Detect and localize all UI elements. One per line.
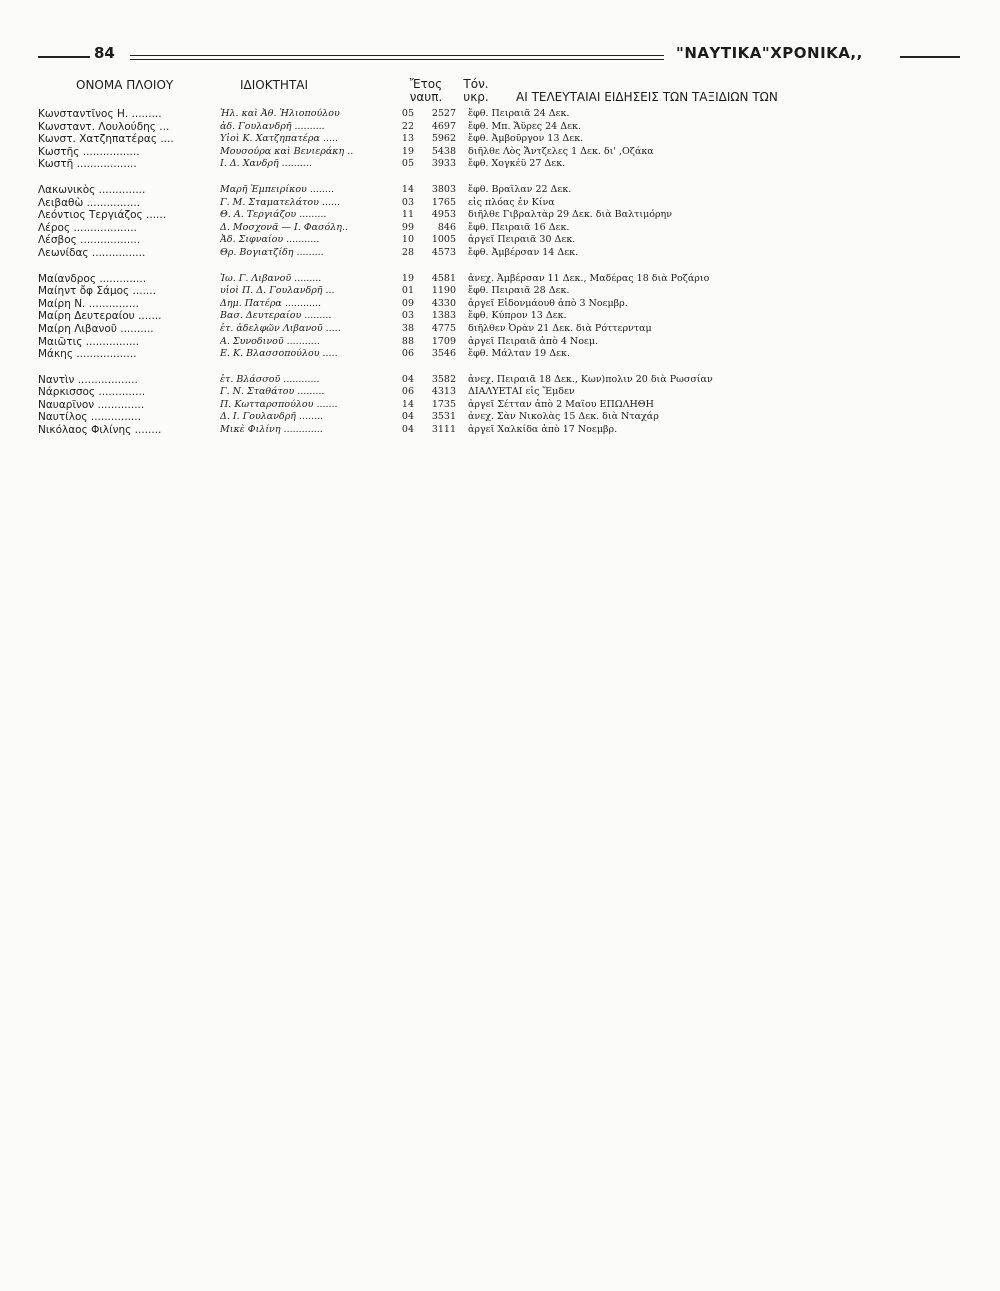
- tons-cell: 4697: [431, 120, 456, 132]
- year-cell: 38: [401, 322, 414, 334]
- ship-name-cell: Μαίρη Ν. ...............: [38, 297, 139, 310]
- header-rule-right: [900, 56, 960, 58]
- owner-cell: Μικὲ Φιλίνη .............: [220, 424, 323, 436]
- table-row: [38, 158, 960, 171]
- year-cell: 03: [401, 196, 414, 208]
- year-cell: 13: [401, 133, 414, 145]
- year-cell: 09: [401, 297, 414, 309]
- ship-name-cell: Ναυαρῖνον ..............: [38, 398, 145, 411]
- table-row: [38, 310, 960, 323]
- ship-name-cell: Μαιῶτις ................: [38, 335, 140, 348]
- year-cell: 04: [401, 373, 414, 385]
- table-row: [38, 348, 960, 361]
- table-row: [38, 121, 960, 134]
- tons-cell: 846: [437, 221, 456, 233]
- owner-cell: Θ. Α. Τεργιάζου .........: [220, 209, 327, 221]
- table-row: [38, 399, 960, 412]
- owner-cell: Ἠλ. καὶ Ἀθ. Ἠλιοπούλου: [220, 108, 340, 119]
- tons-cell: 4581: [431, 272, 456, 284]
- tons-cell: 3582: [431, 373, 456, 385]
- year-cell: 14: [401, 183, 414, 195]
- ship-name-cell: Λειβαθὼ ................: [38, 196, 140, 209]
- owner-cell: Μουσούρα καὶ Βενιεράκη ..: [220, 145, 354, 157]
- ship-name-cell: Λακωνικὸς ..............: [38, 183, 146, 196]
- news-cell: ἀργεῖ Εἰδονμάουθ ἀπὸ 3 Νοεμβρ.: [468, 297, 628, 309]
- owner-cell: Γ. Ν. Σταθάτου .........: [220, 386, 325, 398]
- table-row: [38, 336, 960, 349]
- tons-cell: 5438: [431, 145, 456, 157]
- year-cell: 10: [401, 234, 414, 246]
- table-row: [38, 108, 960, 121]
- news-cell: ἔφθ. Ἀμβοῦργον 13 Δεκ.: [468, 133, 584, 145]
- tons-cell: 3933: [431, 158, 456, 170]
- tons-cell: 3546: [431, 348, 456, 360]
- page-header: [38, 42, 960, 72]
- ship-name-cell: Λέρος ...................: [38, 221, 137, 234]
- year-cell: 11: [401, 209, 414, 221]
- tons-cell: 4313: [431, 386, 456, 398]
- tons-cell: 3111: [431, 424, 456, 436]
- ship-name-cell: Νικόλαος Φιλίνης ........: [38, 424, 162, 437]
- year-cell: 88: [401, 335, 414, 347]
- column-header-news: ΑΙ ΤΕΛΕΥΤΑΙΑΙ ΕΙΔΗΣΕΙΣ ΤΩΝ ΤΑΞΙΔΙΩΝ ΤΩΝ: [516, 90, 778, 104]
- ship-name-cell: Μαίανδρος ..............: [38, 272, 147, 285]
- ship-name-cell: Μάκης ..................: [38, 348, 137, 361]
- page-number: 84: [94, 44, 115, 62]
- news-cell: ἔφθ. Μάλταν 19 Δεκ.: [468, 348, 570, 360]
- ship-name-cell: Ναντὶν ..................: [38, 373, 138, 386]
- magazine-title: "ΝΑΥΤΙΚΑ"ΧΡΟΝΙΚΑ,,: [676, 44, 863, 62]
- news-cell: ἔφθ. Πειραιᾶ 28 Δεκ.: [468, 285, 570, 297]
- owner-cell: Γ. Μ. Σταματελάτου ......: [220, 196, 341, 208]
- table-row: [38, 323, 960, 336]
- year-cell: 04: [401, 411, 414, 423]
- tons-cell: 1190: [431, 285, 456, 297]
- ship-section: [38, 184, 960, 260]
- owner-cell: ἀδ. Γουλανδρῆ ..........: [220, 120, 325, 132]
- ship-name-cell: Λεόντιος Τεργιάζος ......: [38, 209, 167, 222]
- year-cell: 19: [401, 272, 414, 284]
- ship-section: [38, 374, 960, 437]
- owner-cell: Δ. Μοσχονᾶ — Ι. Φασόλη..: [220, 221, 348, 233]
- ship-name-cell: Κωνσταντ. Λουλούδης ...: [38, 120, 170, 133]
- column-header-tons: Τόν. υκρ.: [463, 77, 489, 104]
- news-cell: ἔφθ. Ἀμβέρσαν 14 Δεκ.: [468, 246, 579, 258]
- news-cell: ἀργεῖ Χαλκίδα ἀπὸ 17 Νοεμβρ.: [468, 424, 618, 436]
- table-row: [38, 386, 960, 399]
- tons-cell: 4330: [431, 297, 456, 309]
- year-cell: 28: [401, 246, 414, 258]
- table-row: [38, 184, 960, 197]
- ship-name-cell: Κωνσταντῖνος Η. .........: [38, 108, 162, 120]
- ship-name-cell: Μαίηντ ὄφ Σάμος .......: [38, 285, 156, 298]
- news-cell: ἔφθ. Κύπρον 13 Δεκ.: [468, 310, 567, 322]
- owner-cell: υἱοὶ Π. Δ. Γουλανδρῆ ...: [220, 285, 335, 297]
- table-row: [38, 234, 960, 247]
- year-cell: 99: [401, 221, 414, 233]
- table-row: [38, 209, 960, 222]
- tons-cell: 4953: [431, 209, 456, 221]
- ship-name-cell: Μαίρη Λιβανοῦ ..........: [38, 322, 154, 335]
- ship-table: [38, 108, 960, 450]
- table-row: [38, 273, 960, 286]
- ship-name-cell: Λεωνίδας ................: [38, 246, 146, 259]
- owner-cell: Ε. Κ. Βλασσοπούλου .....: [220, 348, 338, 360]
- tons-cell: 5962: [431, 133, 456, 145]
- tons-cell: 1383: [431, 310, 456, 322]
- ship-name-cell: Κωστῆς .................: [38, 145, 140, 158]
- news-cell: ἀνεχ. Πειραιᾶ 18 Δεκ., Κων)πολιν 20 διὰ Ρωσσίαν: [468, 373, 713, 385]
- header-rule-middle: [130, 55, 664, 60]
- tons-cell: 4775: [431, 322, 456, 334]
- news-cell: ἀργεῖ Πειραιᾶ 30 Δεκ.: [468, 234, 576, 246]
- ship-name-cell: Λέσβος ..................: [38, 234, 141, 247]
- owner-cell: Α. Συνοδινοῦ ...........: [220, 335, 320, 347]
- news-cell: διῆλθε Γιβραλτὰρ 29 Δεκ. διὰ Βαλτιμόρην: [468, 209, 673, 221]
- owner-cell: ἑτ. Βλάσσοῦ ............: [220, 373, 320, 385]
- ship-name-cell: Κωστῆ ..................: [38, 158, 137, 171]
- tons-cell: 4573: [431, 246, 456, 258]
- tons-cell: 3803: [431, 183, 456, 195]
- table-row: [38, 197, 960, 210]
- ship-name-cell: Ναυτίλος ...............: [38, 411, 141, 424]
- news-cell: ἔφθ. Πειραιᾶ 16 Δεκ.: [468, 221, 570, 233]
- table-row: [38, 411, 960, 424]
- table-row: [38, 247, 960, 260]
- news-cell: ΔΙΑΛΥΕΤΑΙ εἰς Ἔμδεν: [468, 386, 575, 398]
- column-header-ship-name: ΟΝΟΜΑ ΠΛΟΙΟΥ: [76, 78, 174, 92]
- table-row: [38, 133, 960, 146]
- column-header-year: Ἔτος ναυπ.: [409, 77, 443, 104]
- news-cell: εἰς πλόας ἐν Κίνα: [468, 196, 555, 208]
- year-cell: 06: [401, 386, 414, 398]
- news-cell: ἔφθ. Βραΐλαν 22 Δεκ.: [468, 183, 572, 195]
- year-cell: 01: [401, 285, 414, 297]
- tons-cell: 2527: [431, 108, 456, 119]
- owner-cell: Δημ. Πατέρα ............: [220, 297, 322, 309]
- column-headers: [38, 78, 960, 108]
- year-cell: 03: [401, 310, 414, 322]
- table-row: [38, 424, 960, 437]
- column-header-owner: ΙΔΙΟΚΤΗΤΑΙ: [240, 78, 309, 92]
- table-row: [38, 146, 960, 159]
- ship-name-cell: Μαίρη Δευτεραίου .......: [38, 310, 162, 323]
- year-cell: 06: [401, 348, 414, 360]
- owner-cell: Βασ. Δευτεραίου .........: [220, 310, 332, 322]
- owner-cell: ἑτ. ἀδελφῶν Λιβανοῦ .....: [220, 322, 341, 334]
- news-cell: ἀνεχ. Ἀμβέρσαν 11 Δεκ., Μαδέρας 18 διὰ Ροζάριο: [468, 272, 710, 284]
- tons-cell: 1765: [431, 196, 456, 208]
- tons-cell: 3531: [431, 411, 456, 423]
- owner-cell: Υἱοὶ Κ. Χατζηπατέρα .....: [220, 133, 339, 145]
- ship-name-cell: Κωνστ. Χατζηπατέρας ....: [38, 133, 174, 146]
- owner-cell: Ι. Δ. Χανδρῆ ..........: [220, 158, 312, 170]
- ship-section: [38, 273, 960, 361]
- news-cell: ἀργεῖ Πειραιᾶ ἀπὸ 4 Νοεμ.: [468, 335, 599, 347]
- tons-cell: 1005: [431, 234, 456, 246]
- owner-cell: Π. Κωτταρσπούλου .......: [220, 398, 338, 410]
- news-cell: ἀνεχ. Σὰν Νικολὰς 15 Δεκ. διὰ Νταχάρ: [468, 411, 659, 423]
- table-row: [38, 298, 960, 311]
- ship-section: [38, 108, 960, 171]
- year-cell: 05: [401, 108, 414, 119]
- owner-cell: Δ. Ι. Γουλανδρῆ ........: [220, 411, 324, 423]
- news-cell: ἀργεῖ Σέτταν ἀπὸ 2 Μαΐου ΕΠΩΛΗΘΗ: [468, 398, 654, 410]
- table-row: [38, 222, 960, 235]
- news-cell: ἔφθ. Πειραιᾶ 24 Δεκ.: [468, 108, 570, 119]
- ship-name-cell: Νάρκισσος ..............: [38, 386, 146, 399]
- tons-cell: 1735: [431, 398, 456, 410]
- owner-cell: Θρ. Βογιατζίδη .........: [220, 246, 324, 258]
- owner-cell: Ἀδ. Σιφναίου ...........: [220, 234, 320, 246]
- year-cell: 04: [401, 424, 414, 436]
- year-cell: 22: [401, 120, 414, 132]
- news-cell: διῆλθεν Ὀρὰν 21 Δεκ. διὰ Ρόττερνταμ: [468, 322, 652, 334]
- owner-cell: Μαρῆ Ἐμπειρίκου ........: [220, 183, 334, 195]
- owner-cell: Ἰω. Γ. Λιβανοῦ .........: [220, 272, 322, 284]
- year-cell: 19: [401, 145, 414, 157]
- table-row: [38, 285, 960, 298]
- news-cell: ἔφθ. Χογκέϋ 27 Δεκ.: [468, 158, 566, 170]
- table-row: [38, 374, 960, 387]
- news-cell: ἔφθ. Μπ. Ἄϋρες 24 Δεκ.: [468, 120, 581, 132]
- year-cell: 05: [401, 158, 414, 170]
- tons-cell: 1709: [431, 335, 456, 347]
- year-cell: 14: [401, 398, 414, 410]
- news-cell: διῆλθε Λὸς Ἄντζελες 1 Δεκ. δι' ,Οζάκα: [468, 145, 654, 157]
- header-rule-left: [38, 56, 90, 58]
